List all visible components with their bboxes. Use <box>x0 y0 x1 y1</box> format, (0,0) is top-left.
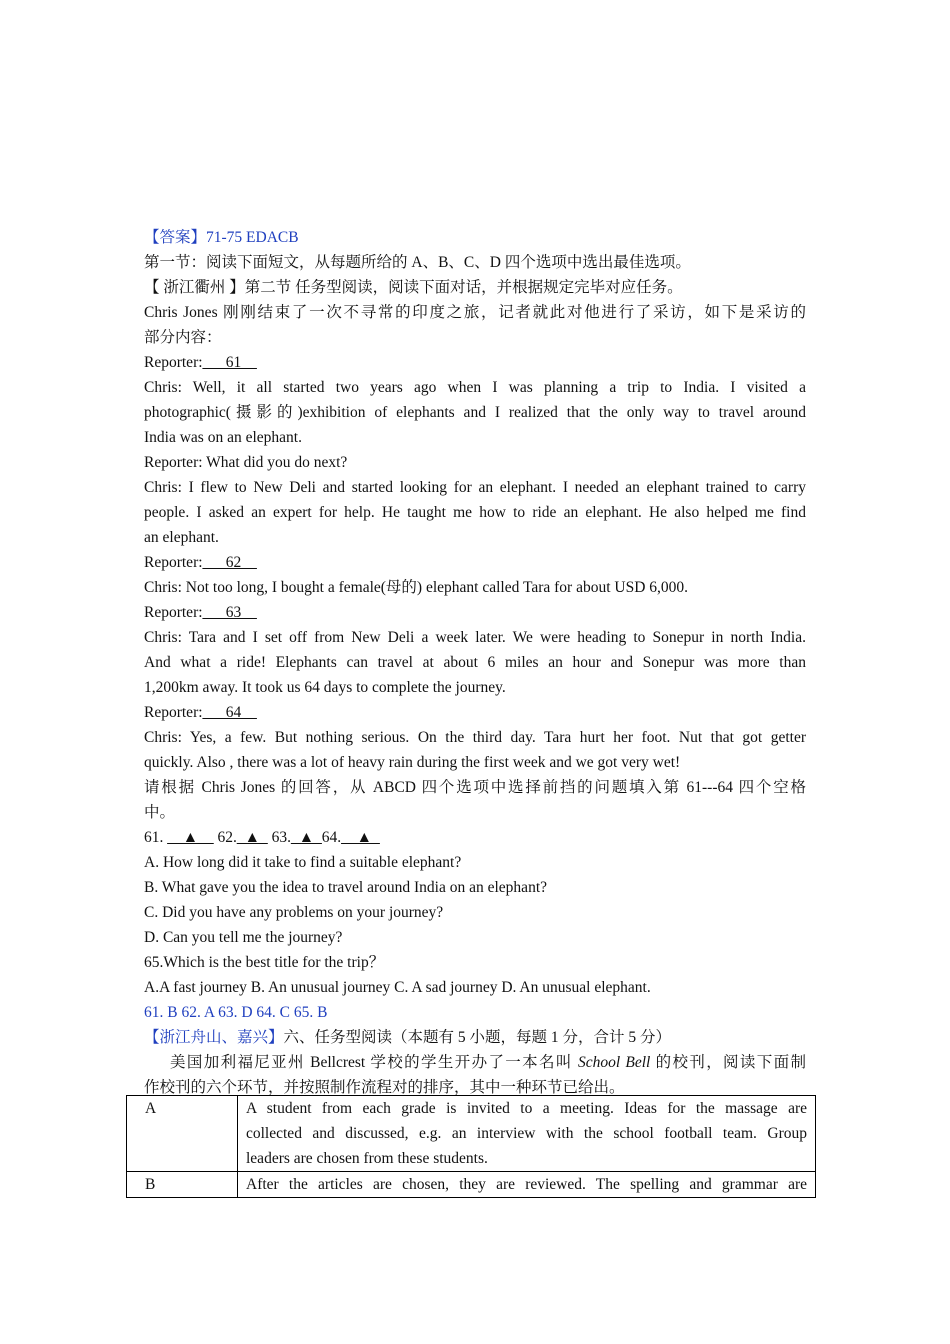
option-d: D. Can you tell me the journey? <box>144 929 343 946</box>
answer-blank-63[interactable]: _▲_ <box>290 829 322 846</box>
reporter-line-62 <box>144 550 806 575</box>
chris-answer-5-line-2: quickly. Also , there was a lot of heavy rain during the first week and we got very wet! <box>144 754 681 771</box>
document-page <box>144 225 806 1100</box>
blank-label-64: 64. <box>321 829 342 846</box>
reporter-line-63 <box>144 600 806 625</box>
stage-b-line-1: After the articles are chosen, they are reviewed. The spelling and grammar are <box>246 1176 807 1193</box>
chris-answer-5-line-1: Chris: Yes, a few. But nothing serious. On the third day. Tara hurt her foot. Nut that got getter <box>144 729 806 746</box>
zhoushan-header <box>144 1025 806 1050</box>
school-intro-line-1 <box>144 1050 806 1075</box>
blank-64: ___64__ <box>202 704 257 721</box>
reporter-label: Reporter: <box>144 604 203 621</box>
zhoushan-title: 六、任务型阅读（本题有 5 小题，每题 1 分，合计 5 分） <box>283 1029 672 1046</box>
school-intro-text-b: 的校刊，阅读下面制 <box>650 1054 806 1071</box>
reporter-label: Reporter: <box>144 354 203 371</box>
magazine-name: School Bell <box>577 1054 651 1071</box>
answer-blank-61[interactable]: __▲__ <box>167 829 214 846</box>
question-65-options: A.A fast journey B. An unusual journey C. A sad journey D. An unusual elephant. <box>144 979 651 996</box>
stages-table <box>126 1095 816 1198</box>
stage-key: B <box>127 1172 238 1198</box>
previous-answer <box>144 225 806 250</box>
chris-answer-1-line-2: photographic(摄影的)exhibition of elephants and I realized that the only way to travel around <box>144 404 806 421</box>
table-row <box>127 1172 816 1198</box>
section1-instruction: 第一节：阅读下面短文，从每题所给的 A、B、C、D 四个选项中选出最佳选项。 <box>144 254 691 271</box>
chris-answer-4-line-1: Chris: Tara and I set off from New Deli a week later. We were heading to Sonepur in north India. <box>144 629 806 646</box>
stage-key: A <box>127 1096 238 1172</box>
blank-label-61: 61. <box>144 829 168 846</box>
chris-answer-1-line-3: India was on an elephant. <box>144 429 302 446</box>
option-c: C. Did you have any problems on your journey? <box>144 904 444 921</box>
task-instruction-line-2: 中。 <box>144 804 176 821</box>
stage-a-line-1: A student from each grade is invited to a meeting. Ideas for the massage are <box>246 1100 807 1117</box>
option-a: A. How long did it take to find a suitable elephant? <box>144 854 462 871</box>
blank-label-63: 63. <box>267 829 291 846</box>
chris-answer-2-line-1: Chris: I flew to New Deli and started looking for an elephant. I needed an elephant trained to carry <box>144 479 806 496</box>
quzhou-header: 【 浙江衢州 】第二节 任务型阅读，阅读下面对话，并根据规定完毕对应任务。 <box>144 279 683 296</box>
reporter-line-61 <box>144 350 806 375</box>
intro-line-2: 部分内容： <box>144 329 222 346</box>
stage-a-line-3: leaders are chosen from these students. <box>246 1150 488 1167</box>
stage-description <box>238 1096 816 1172</box>
chris-answer-3: Chris: Not too long, I bought a female(母的) elephant called Tara for about USD 6,000. <box>144 579 689 596</box>
zhoushan-bracket: 【浙江舟山、嘉兴】 <box>144 1029 284 1046</box>
intro-line-1: Chris Jones 刚刚结束了一次不寻常的印度之旅，记者就此对他进行了采访，如下是采访的 <box>144 304 806 321</box>
chris-answer-1-line-1: Chris: Well, it all started two years ago when I was planning a trip to India. I visited a <box>144 379 806 396</box>
school-intro-text-a: 美国加利福尼亚州 Bellcrest 学校的学生开办了一本名叫 <box>170 1054 578 1071</box>
option-b: B. What gave you the idea to travel around India on an elephant? <box>144 879 547 896</box>
answer-blank-62[interactable]: _▲_ <box>236 829 268 846</box>
reporter-label: Reporter: <box>144 554 203 571</box>
answer-key: 61. B 62. A 63. D 64. C 65. B <box>144 1004 328 1021</box>
blank-62: ___62__ <box>202 554 257 571</box>
blank-63: ___63__ <box>202 604 257 621</box>
table-row <box>127 1096 816 1172</box>
reporter-line-64 <box>144 700 806 725</box>
blank-61: ___61__ <box>202 354 257 371</box>
chris-answer-4-line-3: 1,200km away. It took us 64 days to complete the journey. <box>144 679 506 696</box>
stage-description <box>238 1172 816 1198</box>
reporter-label: Reporter: <box>144 704 203 721</box>
answer-blanks-row <box>144 825 806 850</box>
stage-a-line-2: collected and discussed, e.g. an interview with the school football team. Group <box>246 1125 807 1142</box>
reporter-question-2: Reporter: What did you do next? <box>144 454 348 471</box>
task-instruction-line-1: 请根据 Chris Jones 的回答，从 ABCD 四个选项中选择前挡的问题填入第 61---64 四个空格 <box>144 779 806 796</box>
answer-blank-64[interactable]: __▲_ <box>341 829 380 846</box>
question-65: 65.Which is the best title for the trip？ <box>144 954 385 971</box>
school-intro-line-2: 作校刊的六个环节，并按照制作流程对的排序，其中一种环节已给出。 <box>144 1079 625 1096</box>
blank-label-62: 62. <box>213 829 237 846</box>
chris-answer-4-line-2: And what a ride! Elephants can travel at about 6 miles an hour and Sonepur was more than <box>144 654 806 671</box>
answer-bracket: 【答案】 <box>144 229 207 246</box>
answer-text: 71-75 EDACB <box>206 229 299 246</box>
chris-answer-2-line-3: an elephant. <box>144 529 219 546</box>
chris-answer-2-line-2: people. I asked an expert for help. He taught me how to ride an elephant. He also helped me find <box>144 504 806 521</box>
